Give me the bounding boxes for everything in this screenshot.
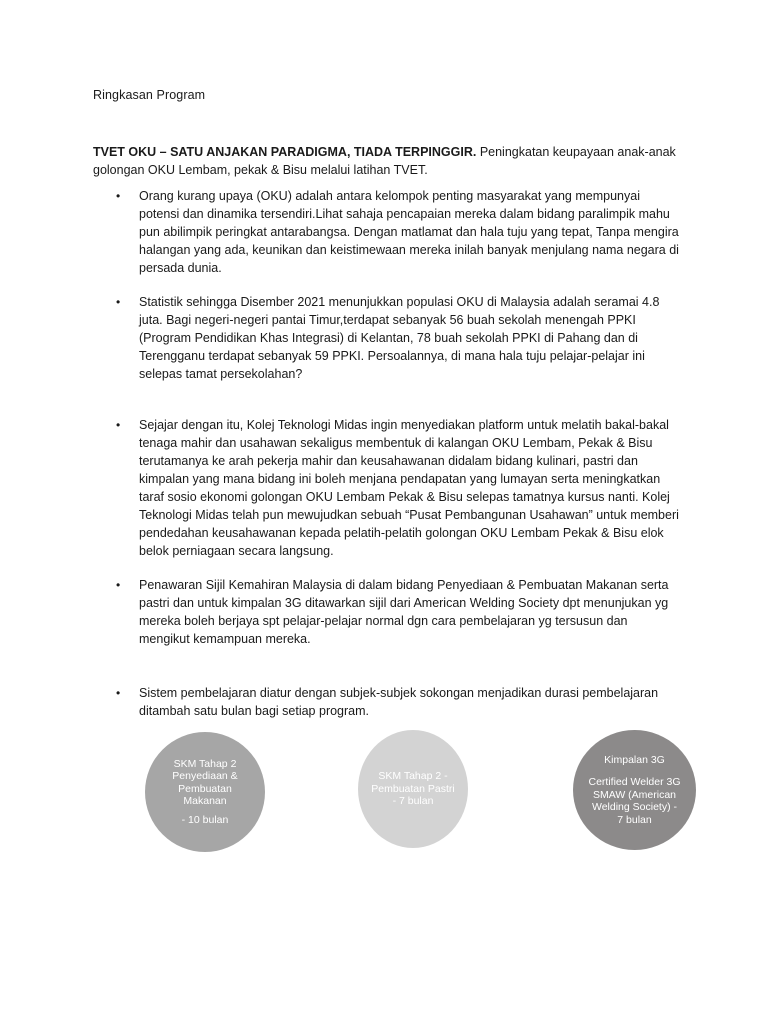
lead-paragraph bbox=[93, 143, 683, 179]
bullet-dot-icon: • bbox=[116, 418, 121, 432]
circle-title: Kimpalan 3G bbox=[604, 753, 665, 766]
bullet-item-5 bbox=[116, 684, 679, 720]
circle-duration: - 10 bulan bbox=[181, 813, 229, 826]
bullet-text: Statistik sehingga Disember 2021 menunjukkan populasi OKU di Malaysia adalah seramai 4.8 juta. Bagi negeri-negeri pantai Timur,terdapat sebanyak 56 buah sekolah menengah PPKI (Program Pendidikan Khas Integrasi) di Kelantan, 78 buah sekolah PPKI di Pahang dan di Terengganu terdapat sebanyak 59 PPKI. Persoalannya, di mana hala tuju pelajar-pelajar ini selepas tamat persekolahan? bbox=[139, 295, 660, 381]
bullet-dot-icon: • bbox=[116, 189, 121, 203]
bullet-text: Penawaran Sijil Kemahiran Malaysia di dalam bidang Penyediaan & Pembuatan Makanan serta pastri dan untuk kimpalan 3G ditawarkan sijil dari American Welding Society dpt menunjukan yg mereka boleh berjaya spt pelajar-pelajar normal dgn cara pembelajaran yg tersusun dan mengikut kemampuan mereka. bbox=[139, 578, 669, 646]
circle-title: SKM Tahap 2 - Pembuatan Pastri - 7 bulan bbox=[371, 770, 455, 808]
bullet-text: Orang kurang upaya (OKU) adalah antara kelompok penting masyarakat yang mempunyai potensi dan dinamika tersendiri.Lihat sahaja pencapaian mereka dalam bidang paralimpik mahu pun abilimpik peringkat antarabangsa. Dengan matlamat dan hala tuju yang tepat, Tanpa mengira halangan yang ada, keunikan dan keistimewaan mereka inilah banyak menjulang nama negara di persada dunia. bbox=[139, 189, 679, 275]
bullet-item-3 bbox=[116, 416, 679, 560]
circle-title: SKM Tahap 2 Penyediaan & Pembuatan Makanan bbox=[172, 757, 238, 808]
lead-title: TVET OKU – SATU ANJAKAN PARADIGMA, TIADA TERPINGGIR. bbox=[93, 145, 477, 159]
bullet-item-1 bbox=[116, 187, 679, 277]
bullet-text: Sistem pembelajaran diatur dengan subjek-subjek sokongan menjadikan durasi pembelajaran ditambah satu bulan bagi setiap program. bbox=[139, 686, 659, 718]
bullet-dot-icon: • bbox=[116, 295, 121, 309]
page-heading: Ringkasan Program bbox=[93, 88, 206, 102]
bullet-dot-icon: • bbox=[116, 578, 121, 592]
program-circle-kimpalan bbox=[573, 730, 696, 850]
program-circle-skm-pastri bbox=[358, 730, 468, 848]
bullet-dot-icon: • bbox=[116, 686, 121, 700]
lead-text: Peningkatan keupayaan anak-anak golongan OKU Lembam, pekak & Bisu melalui latihan TVET. bbox=[93, 145, 676, 177]
bullet-item-2 bbox=[116, 293, 679, 383]
program-circle-skm-makanan bbox=[145, 732, 265, 852]
circle-detail: Certified Welder 3G SMAW (American Welding Society) - 7 bulan bbox=[588, 776, 681, 826]
bullet-text: Sejajar dengan itu, Kolej Teknologi Midas ingin menyediakan platform untuk melatih bakal-bakal tenaga mahir dan usahawan sekaligus membentuk di kalangan OKU Lembam, Pekak & Bisu terutamanya ke arah pekerja mahir dan keusahawanan didalam bidang kulinari, pastri dan kimpalan yang mana bidang ini boleh menjana pendapatan yang lumayan serta meningkatkan taraf sosio ekonomi golongan OKU Lembam Pekak & Bisu selepas tamatnya kursus nanti. Kolej Teknologi Midas telah pun mewujudkan sebuah “Pusat Pembangunan Usahawan” untuk memberi pendedahan keusahawanan kepada pelatih-pelatih golongan OKU Lembam Pekak & Bisu elok belok perniagaan secara langsung. bbox=[139, 418, 679, 558]
bullet-item-4 bbox=[116, 576, 679, 648]
